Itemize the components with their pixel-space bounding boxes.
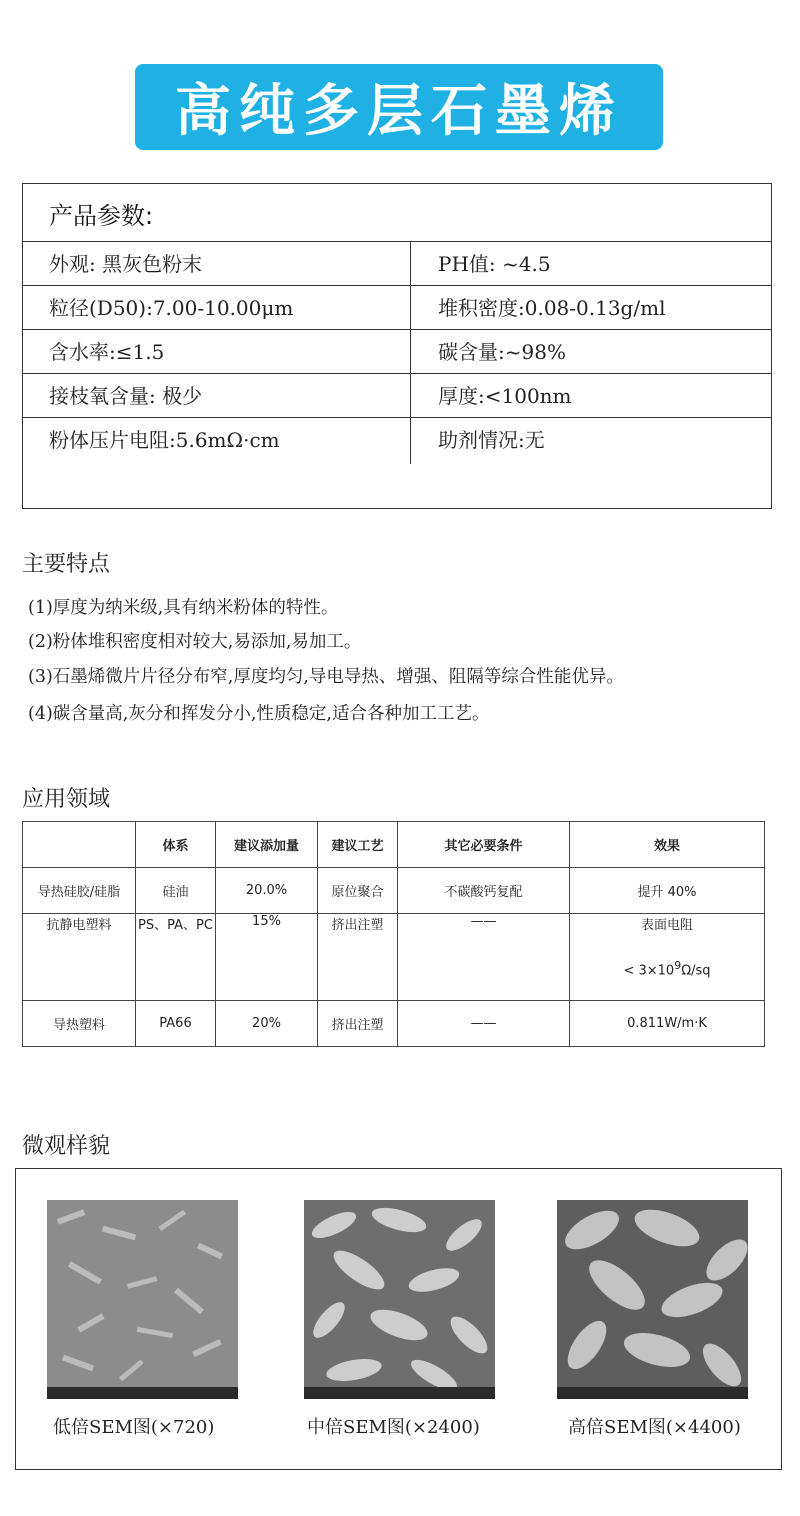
cell-field: 导热塑料 [23, 1001, 136, 1047]
param-right: 碳含量:~98% [438, 340, 566, 364]
header-cell [23, 822, 136, 868]
sem-label-high: 高倍SEM图(×4400) [568, 1417, 741, 1438]
applications-title: 应用领域 [22, 787, 111, 812]
sem-label-low: 低倍SEM图(×720) [53, 1417, 215, 1438]
cell-amount: 20.0% [216, 868, 318, 914]
page-title: 高纯多层石墨烯 [175, 79, 623, 144]
cell-effect: 0.811W/m·K [570, 1001, 765, 1047]
cell-system: 硅油 [136, 868, 216, 914]
cell-system: PA66 [136, 1001, 216, 1047]
feature-item: (2)粉体堆积密度相对较大,易添加,易加工。 [28, 632, 362, 652]
cell-system: PS、PA、PC [136, 914, 216, 1001]
cell-effect [570, 914, 765, 1001]
divider [410, 242, 411, 286]
divider [410, 418, 411, 464]
cell-field: 抗静电塑料 [23, 914, 136, 1001]
effect-line1: 表面电阻 [640, 918, 693, 933]
feature-item: (4)碳含量高,灰分和挥发分小,性质稳定,适合各种加工工艺。 [28, 704, 490, 724]
sem-scale-bar [557, 1387, 748, 1399]
param-left: 含水率:≤1.5 [49, 340, 165, 364]
cell-process: 原位聚合 [318, 868, 398, 914]
sem-images-box [15, 1168, 782, 1470]
header-cell: 建议添加量 [216, 822, 318, 868]
table-row [23, 1001, 765, 1047]
params-header [23, 184, 771, 242]
sem-image-mid [304, 1200, 495, 1399]
effect-unit: Ω/sq [681, 963, 711, 979]
param-row [23, 286, 771, 330]
feature-item: (3)石墨烯微片片径分布窄,厚度均匀,导电导热、增强、阻隔等综合性能优异。 [28, 667, 624, 687]
param-left: 粒径(D50):7.00-10.00μm [49, 296, 294, 320]
header-cell: 其它必要条件 [398, 822, 570, 868]
micro-title: 微观样貌 [22, 1134, 111, 1159]
sem-image-low [47, 1200, 238, 1399]
table-row [23, 868, 765, 914]
applications-table [22, 821, 765, 1047]
divider [410, 286, 411, 330]
header-cell: 效果 [570, 822, 765, 868]
param-row [23, 330, 771, 374]
sem-texture-low [47, 1200, 238, 1399]
effect-line2 [570, 959, 764, 978]
cell-process: 挤出注塑 [318, 914, 398, 1001]
param-left: 接枝氧含量: 极少 [49, 384, 203, 408]
feature-item: (1)厚度为纳米级,具有纳米粉体的特性。 [28, 598, 339, 618]
sem-image-high [557, 1200, 748, 1399]
sem-scale-bar [304, 1387, 495, 1399]
header-cell: 体系 [136, 822, 216, 868]
sem-texture-high [557, 1200, 748, 1399]
effect-exponent: 9 [674, 959, 682, 972]
divider [410, 374, 411, 418]
divider [410, 330, 411, 374]
param-left: 外观: 黑灰色粉末 [49, 252, 203, 276]
param-right: PH值: ~4.5 [438, 252, 551, 276]
param-row [23, 374, 771, 418]
product-params-box [22, 183, 772, 509]
header-cell: 建议工艺 [318, 822, 398, 868]
sem-label-mid: 中倍SEM图(×2400) [307, 1417, 480, 1438]
param-right: 厚度:<100nm [438, 384, 572, 408]
sem-texture-mid [304, 1200, 495, 1399]
cell-effect: 提升 40% [570, 868, 765, 914]
cell-amount: 20% [216, 1001, 318, 1047]
param-right: 堆积密度:0.08-0.13g/ml [438, 296, 666, 320]
features-title: 主要特点 [22, 552, 111, 577]
params-header-label: 产品参数: [49, 202, 154, 230]
table-row [23, 914, 765, 1001]
cell-process: 挤出注塑 [318, 1001, 398, 1047]
title-banner [135, 64, 663, 150]
param-left: 粉体压片电阻:5.6mΩ·cm [49, 428, 280, 452]
cell-amount: 15% [216, 914, 318, 1001]
param-right: 助剂情况:无 [438, 428, 545, 452]
effect-value: < 3×10 [623, 963, 675, 979]
table-header-row [23, 822, 765, 868]
param-row [23, 242, 771, 286]
cell-condition: 不碳酸钙复配 [398, 868, 570, 914]
cell-condition: —— [398, 914, 570, 1001]
sem-scale-bar [47, 1387, 238, 1399]
cell-condition: —— [398, 1001, 570, 1047]
cell-field: 导热硅胶/硅脂 [23, 868, 136, 914]
param-row [23, 418, 771, 462]
